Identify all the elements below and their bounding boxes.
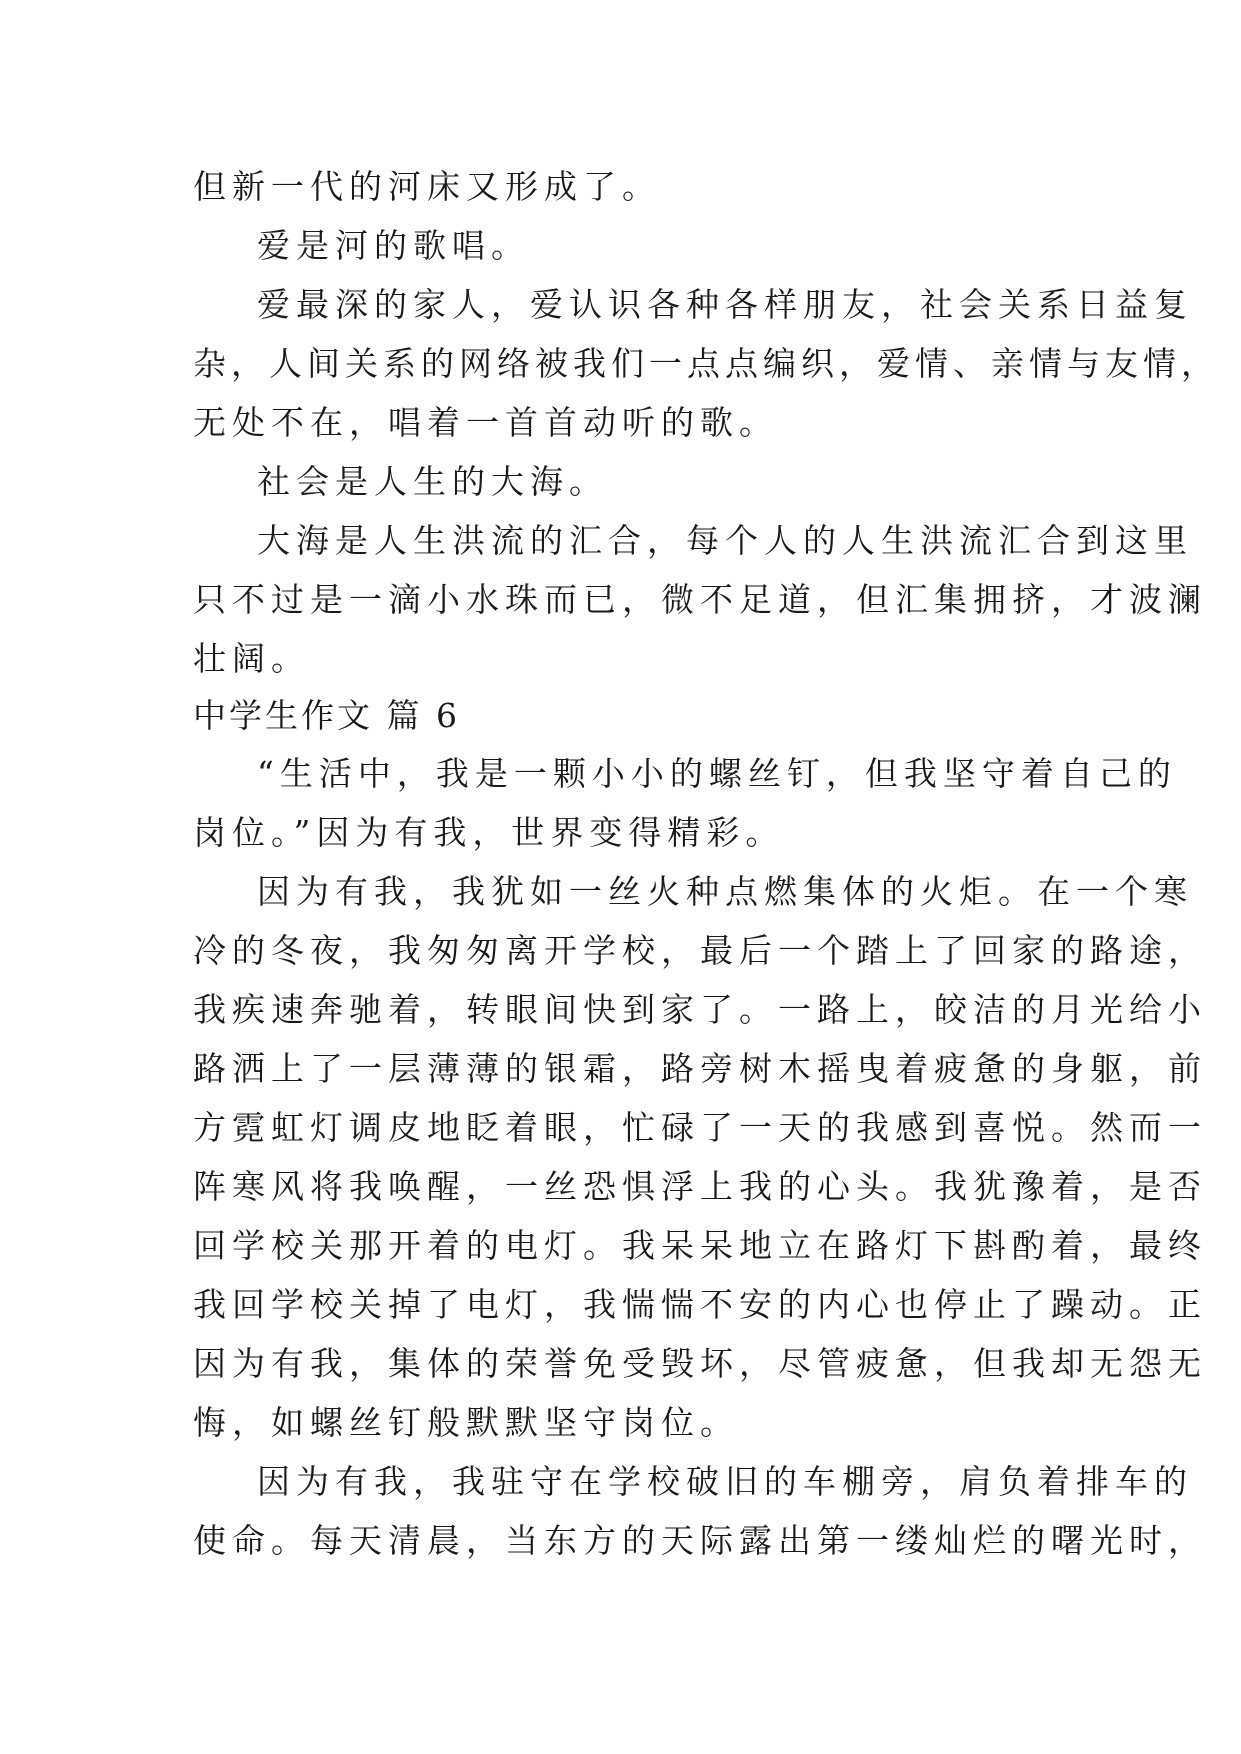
text-line: 阵寒风将我唤醒，一丝恐惧浮上我的心头。我犹豫着，是否: [193, 1167, 1207, 1206]
text-line: 大海是人生洪流的汇合，每个人的人生洪流汇合到这里: [257, 521, 1193, 560]
text-line: “生活中，我是一颗小小的螺丝钉，但我坚守着自己的: [257, 754, 1177, 793]
text-line: 冷的冬夜，我匆匆离开学校，最后一个踏上了回家的路途，: [193, 931, 1207, 970]
text-line: 岗位。”因为有我，世界变得精彩。: [193, 813, 785, 852]
text-line: 但新一代的河床又形成了。: [193, 167, 661, 206]
text-line: 因为有我，我犹如一丝火种点燃集体的火炬。在一个寒: [257, 872, 1193, 911]
text-line: 路洒上了一层薄薄的银霜，路旁树木摇曳着疲惫的身躯，前: [193, 1049, 1207, 1088]
text-line: 社会是人生的大海。: [257, 462, 608, 501]
text-line: 杂，人间关系的网络被我们一点点编织，爱情、亲情与友情，: [193, 344, 1219, 383]
text-line: 使命。每天清晨，当东方的天际露出第一缕灿烂的曙光时，: [193, 1521, 1207, 1560]
text-line: 我疾速奔驰着，转眼间快到家了。一路上，皎洁的月光给小: [193, 990, 1207, 1029]
text-line: 爱是河的歌唱。: [257, 226, 530, 265]
text-line: 回学校关那开着的电灯。我呆呆地立在路灯下斟酌着，最终: [193, 1226, 1207, 1265]
text-line: 无处不在，唱着一首首动听的歌。: [193, 403, 778, 442]
text-line: 只不过是一滴小水珠而已，微不足道，但汇集拥挤，才波澜: [193, 580, 1207, 619]
text-line: 我回学校关掉了电灯，我惴惴不安的内心也停止了躁动。正: [193, 1285, 1207, 1324]
text-line: 悔，如螺丝钉般默默坚守岗位。: [193, 1403, 739, 1442]
text-line: 因为有我，集体的荣誉免受毁坏，尽管疲惫，但我却无怨无: [193, 1344, 1207, 1383]
text-line: 爱最深的家人，爱认识各种各样朋友，社会关系日益复: [257, 285, 1193, 324]
section-heading: 中学生作文 篇 6: [193, 696, 460, 735]
text-line: 壮阔。: [193, 639, 310, 678]
text-line: 因为有我，我驻守在学校破旧的车棚旁，肩负着排车的: [257, 1462, 1193, 1501]
text-line: 方霓虹灯调皮地眨着眼，忙碌了一天的我感到喜悦。然而一: [193, 1108, 1207, 1147]
